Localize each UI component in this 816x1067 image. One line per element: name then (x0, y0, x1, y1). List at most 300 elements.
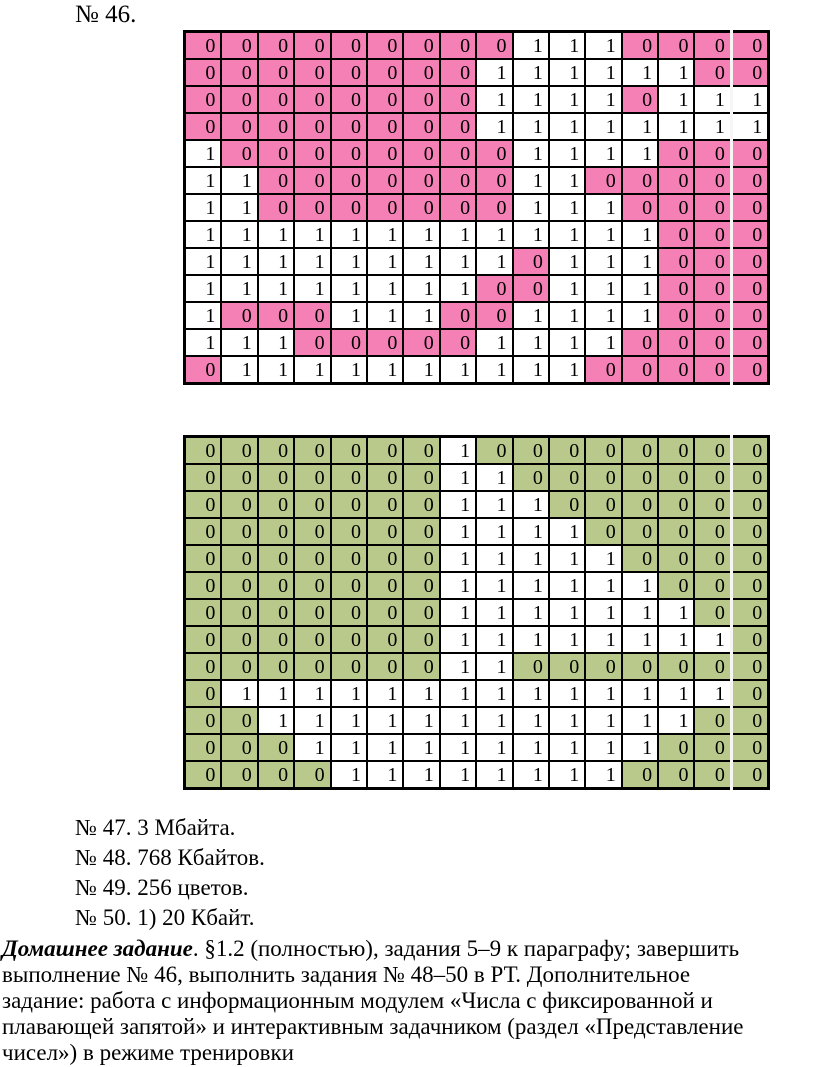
grid-cell-filled: 0 (367, 491, 403, 518)
grid-cell-white: 1 (367, 221, 403, 248)
grid-row (185, 86, 769, 113)
grid-cell-white: 1 (294, 248, 330, 275)
grid-cell-filled: 0 (440, 329, 476, 356)
grid-cell-white: 1 (549, 59, 585, 86)
grid-cell-filled: 0 (403, 59, 439, 86)
grid-cell-filled: 0 (331, 572, 367, 599)
grid-cell-white: 1 (221, 221, 257, 248)
grid-cell-filled: 0 (585, 437, 621, 465)
grid-cell-filled: 0 (622, 518, 658, 545)
grid-cell-white: 1 (513, 194, 549, 221)
grid-cell-white: 1 (403, 221, 439, 248)
grid-cell-white: 1 (549, 167, 585, 194)
grid-cell-white: 1 (440, 275, 476, 302)
grid-cell-white: 1 (549, 248, 585, 275)
grid-cell-white: 1 (331, 221, 367, 248)
grid-cell-filled: 0 (658, 464, 694, 491)
grid-cell-filled: 0 (694, 248, 731, 275)
grid-cell-filled: 0 (731, 437, 768, 465)
grid-cell-filled: 0 (403, 194, 439, 221)
grid-cell-filled: 0 (258, 761, 294, 789)
grid-cell-filled: 0 (694, 356, 731, 384)
grid-cell-white: 1 (440, 707, 476, 734)
grid-cell-white: 1 (403, 761, 439, 789)
grid-cell-white: 1 (513, 761, 549, 789)
grid-cell-filled: 0 (185, 356, 222, 384)
grid-cell-filled: 0 (731, 59, 768, 86)
grid-cell-filled: 0 (258, 572, 294, 599)
grid-cell-filled: 0 (258, 437, 294, 465)
grid-cell-white: 1 (185, 194, 222, 221)
grid-cell-filled: 0 (658, 248, 694, 275)
grid-cell-white: 1 (585, 626, 621, 653)
grid-cell-filled: 0 (440, 32, 476, 60)
grid-cell-white: 1 (221, 356, 257, 384)
grid-cell-filled: 0 (367, 140, 403, 167)
grid-cell-filled: 0 (294, 599, 330, 626)
grid-cell-white: 1 (622, 140, 658, 167)
grid-cell-filled: 0 (258, 167, 294, 194)
grid-cell-filled: 0 (294, 329, 330, 356)
grid-cell-white: 1 (585, 302, 621, 329)
grid-cell-white: 1 (367, 356, 403, 384)
grid-row (185, 518, 769, 545)
grid-cell-white: 1 (476, 329, 512, 356)
grid-cell-white: 1 (367, 761, 403, 789)
grid-cell-filled: 0 (221, 491, 257, 518)
grid-cell-white: 1 (440, 248, 476, 275)
grid-cell-white: 1 (185, 140, 222, 167)
grid-cell-white: 1 (331, 761, 367, 789)
grid-cell-filled: 0 (294, 491, 330, 518)
pixel-grid-pink (183, 30, 770, 385)
grid-cell-white: 1 (513, 545, 549, 572)
grid-row (185, 356, 769, 384)
grid-cell-filled: 0 (694, 221, 731, 248)
grid-cell-filled: 0 (331, 86, 367, 113)
grid-cell-white: 1 (185, 329, 222, 356)
answer-line-48: № 48. 768 Кбайтов. (75, 845, 265, 870)
grid-cell-filled: 0 (403, 140, 439, 167)
grid-cell-filled: 0 (294, 32, 330, 60)
grid-cell-white: 1 (694, 113, 731, 140)
grid-cell-filled: 0 (294, 113, 330, 140)
grid-cell-filled: 0 (331, 113, 367, 140)
grid-cell-filled: 0 (622, 491, 658, 518)
grid-cell-filled: 0 (294, 437, 330, 465)
grid-cell-white: 1 (367, 275, 403, 302)
grid-cell-filled: 0 (221, 518, 257, 545)
grid-cell-filled: 0 (658, 653, 694, 680)
grid-cell-white: 1 (585, 194, 621, 221)
grid-cell-white: 1 (185, 221, 222, 248)
grid-cell-filled: 0 (694, 329, 731, 356)
grid-cell-filled: 0 (221, 113, 257, 140)
grid-row (185, 59, 769, 86)
grid-cell-white: 1 (440, 437, 476, 465)
grid-cell-filled: 0 (476, 32, 512, 60)
grid-cell-white: 1 (221, 275, 257, 302)
grid-cell-filled: 0 (258, 518, 294, 545)
grid-cell-white: 1 (476, 707, 512, 734)
grid-cell-white: 1 (622, 302, 658, 329)
grid-cell-white: 1 (585, 113, 621, 140)
grid-cell-white: 1 (622, 707, 658, 734)
grid-cell-filled: 0 (258, 113, 294, 140)
grid-cell-white: 1 (331, 356, 367, 384)
page-title: № 46. (75, 1, 137, 28)
grid-cell-filled: 0 (403, 437, 439, 465)
grid-cell-white: 1 (476, 491, 512, 518)
grid-cell-filled: 0 (331, 518, 367, 545)
grid-cell-filled: 0 (731, 599, 768, 626)
grid-cell-filled: 0 (294, 626, 330, 653)
grid-row (185, 599, 769, 626)
grid-cell-filled: 0 (221, 734, 257, 761)
grid-cell-white: 1 (367, 248, 403, 275)
grid-cell-white: 1 (221, 680, 257, 707)
grid-cell-white: 1 (513, 572, 549, 599)
grid-cell-white: 1 (513, 302, 549, 329)
grid-cell-filled: 0 (258, 59, 294, 86)
grid-cell-filled: 0 (731, 626, 768, 653)
grid-cell-filled: 0 (731, 680, 768, 707)
grid-row (185, 113, 769, 140)
grid-row (185, 329, 769, 356)
grid-cell-filled: 0 (694, 32, 731, 60)
grid-cell-filled: 0 (440, 86, 476, 113)
grid-cell-filled: 0 (513, 437, 549, 465)
grid-cell-white: 1 (694, 680, 731, 707)
grid-cell-filled: 0 (694, 761, 731, 789)
grid-cell-filled: 0 (476, 302, 512, 329)
grid-cell-filled: 0 (731, 761, 768, 789)
answer-line-49: № 49. 256 цветов. (75, 875, 249, 900)
grid-cell-filled: 0 (294, 140, 330, 167)
grid-cell-filled: 0 (694, 194, 731, 221)
grid-cell-white: 1 (294, 707, 330, 734)
grid-cell-filled: 0 (731, 464, 768, 491)
grid-cell-filled: 0 (185, 113, 222, 140)
grid-cell-filled: 0 (694, 707, 731, 734)
grid-cell-filled: 0 (367, 599, 403, 626)
grid-cell-white: 1 (513, 329, 549, 356)
answers-block (75, 813, 265, 933)
grid-cell-white: 1 (476, 86, 512, 113)
grid-cell-filled: 0 (622, 545, 658, 572)
grid-cell-filled: 0 (694, 167, 731, 194)
grid-cell-filled: 0 (403, 167, 439, 194)
grid-cell-filled: 0 (258, 734, 294, 761)
grid-cell-white: 1 (658, 86, 694, 113)
grid-cell-filled: 0 (694, 518, 731, 545)
grid-cell-filled: 0 (622, 653, 658, 680)
grid-cell-white: 1 (476, 626, 512, 653)
grid-cell-white: 1 (585, 707, 621, 734)
grid-cell-filled: 0 (367, 167, 403, 194)
grid-cell-filled: 0 (221, 302, 257, 329)
grid-cell-filled: 0 (440, 113, 476, 140)
grid-cell-white: 1 (694, 626, 731, 653)
grid-cell-white: 1 (403, 707, 439, 734)
grid-cell-white: 1 (622, 680, 658, 707)
grid-cell-white: 1 (440, 464, 476, 491)
grid-cell-filled: 0 (185, 491, 222, 518)
grid-cell-filled: 0 (403, 86, 439, 113)
grid-row (185, 761, 769, 789)
grid-cell-filled: 0 (694, 491, 731, 518)
grid-row (185, 140, 769, 167)
grid-cell-filled: 0 (185, 653, 222, 680)
grid-cell-white: 1 (331, 248, 367, 275)
grid-cell-white: 1 (258, 329, 294, 356)
grid-cell-white: 1 (440, 221, 476, 248)
grid-row (185, 248, 769, 275)
grid-cell-filled: 0 (622, 329, 658, 356)
grid-cell-white: 1 (440, 356, 476, 384)
grid-cell-filled: 0 (258, 194, 294, 221)
homework-line-1-rest: . §1.2 (полностью), задания 5–9 к параграфу; завершить (192, 936, 740, 961)
grid-cell-filled: 0 (258, 545, 294, 572)
grid-row (185, 275, 769, 302)
grid-cell-filled: 0 (185, 599, 222, 626)
grid-cell-white: 1 (331, 680, 367, 707)
grid-cell-filled: 0 (403, 599, 439, 626)
grid-cell-filled: 0 (476, 194, 512, 221)
grid-cell-white: 1 (658, 599, 694, 626)
grid-cell-white: 1 (258, 356, 294, 384)
grid-cell-filled: 0 (403, 464, 439, 491)
grid-cell-filled: 0 (367, 437, 403, 465)
grid-cell-filled: 0 (658, 356, 694, 384)
grid-cell-white: 1 (403, 302, 439, 329)
grid-cell-filled: 0 (221, 599, 257, 626)
grid-cell-white: 1 (513, 707, 549, 734)
grid-cell-white: 1 (513, 221, 549, 248)
grid-cell-filled: 0 (731, 653, 768, 680)
grid-cell-filled: 0 (258, 302, 294, 329)
grid-cell-white: 1 (476, 653, 512, 680)
grid-cell-filled: 0 (694, 545, 731, 572)
grid-cell-filled: 0 (403, 653, 439, 680)
grid-cell-white: 1 (622, 221, 658, 248)
grid-cell-white: 1 (585, 545, 621, 572)
grid-cell-filled: 0 (367, 626, 403, 653)
grid-cell-white: 1 (403, 275, 439, 302)
grid-cell-filled: 0 (513, 653, 549, 680)
grid-cell-white: 1 (185, 167, 222, 194)
grid-cell-filled: 0 (367, 194, 403, 221)
grid-cell-filled: 0 (294, 59, 330, 86)
answer-line-47: № 47. 3 Мбайта. (75, 815, 236, 840)
grid-cell-white: 1 (585, 140, 621, 167)
grid-cell-white: 1 (513, 113, 549, 140)
grid-cell-filled: 0 (403, 113, 439, 140)
grid-cell-filled: 0 (622, 194, 658, 221)
grid-cell-filled: 0 (694, 59, 731, 86)
grid-cell-filled: 0 (585, 653, 621, 680)
grid-cell-filled: 0 (731, 221, 768, 248)
grid-cell-white: 1 (549, 572, 585, 599)
grid-cell-filled: 0 (367, 329, 403, 356)
grid-cell-filled: 0 (185, 572, 222, 599)
grid-cell-filled: 0 (585, 464, 621, 491)
grid-cell-filled: 0 (731, 329, 768, 356)
grid-cell-filled: 0 (367, 59, 403, 86)
grid-cell-filled: 0 (658, 302, 694, 329)
grid-cell-filled: 0 (658, 167, 694, 194)
grid-cell-filled: 0 (331, 626, 367, 653)
grid-cell-filled: 0 (731, 572, 768, 599)
grid-cell-white: 1 (622, 734, 658, 761)
grid-cell-filled: 0 (658, 761, 694, 789)
grid-cell-white: 1 (549, 761, 585, 789)
grid-cell-white: 1 (549, 194, 585, 221)
grid-cell-white: 1 (585, 86, 621, 113)
grid-cell-white: 1 (440, 545, 476, 572)
grid-cell-white: 1 (367, 680, 403, 707)
grid-cell-white: 1 (221, 167, 257, 194)
grid-cell-white: 1 (622, 572, 658, 599)
grid-cell-filled: 0 (440, 59, 476, 86)
grid-cell-white: 1 (585, 59, 621, 86)
grid-cell-white: 1 (367, 707, 403, 734)
grid-cell-white: 1 (622, 59, 658, 86)
grid-cell-filled: 0 (549, 437, 585, 465)
grid-cell-white: 1 (258, 248, 294, 275)
grid-cell-filled: 0 (221, 545, 257, 572)
grid-row (185, 572, 769, 599)
grid-cell-filled: 0 (549, 653, 585, 680)
grid-cell-filled: 0 (513, 248, 549, 275)
grid-cell-white: 1 (476, 734, 512, 761)
grid-cell-white: 1 (658, 680, 694, 707)
grid-cell-filled: 0 (622, 167, 658, 194)
grid-cell-filled: 0 (658, 32, 694, 60)
grid-cell-filled: 0 (185, 734, 222, 761)
grid-cell-filled: 0 (403, 518, 439, 545)
grid-cell-filled: 0 (731, 32, 768, 60)
grid-cell-white: 1 (294, 734, 330, 761)
grid-cell-filled: 0 (258, 32, 294, 60)
grid-cell-filled: 0 (403, 329, 439, 356)
grid-cell-filled: 0 (731, 248, 768, 275)
grid-cell-white: 1 (476, 572, 512, 599)
grid-cell-white: 1 (658, 707, 694, 734)
grid-cell-white: 1 (403, 248, 439, 275)
grid-cell-white: 1 (258, 680, 294, 707)
grid-cell-white: 1 (549, 221, 585, 248)
grid-cell-white: 1 (367, 734, 403, 761)
grid-row (185, 464, 769, 491)
grid-cell-filled: 0 (294, 653, 330, 680)
grid-cell-white: 1 (258, 707, 294, 734)
grid-cell-white: 1 (367, 302, 403, 329)
grid-cell-white: 1 (549, 113, 585, 140)
grid-cell-filled: 0 (694, 275, 731, 302)
grid-cell-filled: 0 (622, 356, 658, 384)
grid-cell-filled: 0 (221, 59, 257, 86)
grid-cell-filled: 0 (731, 302, 768, 329)
grid-cell-white: 1 (185, 302, 222, 329)
grid-cell-filled: 0 (622, 32, 658, 60)
grid-cell-filled: 0 (658, 491, 694, 518)
grid-cell-white: 1 (294, 275, 330, 302)
grid-cell-white: 1 (585, 599, 621, 626)
grid-cell-filled: 0 (185, 761, 222, 789)
grid-row (185, 545, 769, 572)
grid-cell-white: 1 (549, 302, 585, 329)
homework-line-2: выполнение № 46, выполнить задания № 48–50 в РТ. Дополнительное (2, 962, 691, 987)
grid-cell-filled: 0 (221, 32, 257, 60)
grid-cell-white: 1 (258, 275, 294, 302)
grid-cell-filled: 0 (294, 302, 330, 329)
grid-cell-filled: 0 (221, 437, 257, 465)
grid-cell-filled: 0 (476, 167, 512, 194)
grid-cell-filled: 0 (440, 302, 476, 329)
grid-cell-filled: 0 (694, 734, 731, 761)
grid-cell-filled: 0 (185, 626, 222, 653)
grid-row (185, 680, 769, 707)
grid-cell-white: 1 (658, 626, 694, 653)
grid-cell-filled: 0 (185, 32, 222, 60)
grid-cell-filled: 0 (331, 194, 367, 221)
grid-cell-filled: 0 (694, 572, 731, 599)
grid-cell-filled: 0 (221, 707, 257, 734)
grid-cell-white: 1 (476, 680, 512, 707)
grid-cell-filled: 0 (185, 680, 222, 707)
grid-row (185, 167, 769, 194)
grid-cell-white: 1 (622, 113, 658, 140)
grid-cell-white: 1 (622, 599, 658, 626)
grid-cell-white: 1 (476, 221, 512, 248)
grid-cell-white: 1 (440, 680, 476, 707)
grid-cell-filled: 0 (221, 653, 257, 680)
grid-cell-filled: 0 (731, 734, 768, 761)
grid-cell-white: 1 (476, 761, 512, 789)
grid-cell-filled: 0 (331, 437, 367, 465)
grid-cell-white: 1 (440, 626, 476, 653)
grid-cell-white: 1 (258, 221, 294, 248)
grid-cell-filled: 0 (367, 518, 403, 545)
homework-line-5: чисел») в режиме тренировки (2, 1040, 294, 1065)
grid-cell-filled: 0 (367, 113, 403, 140)
grid-cell-white: 1 (476, 356, 512, 384)
grid-cell-filled: 0 (622, 86, 658, 113)
grid-cell-white: 1 (185, 248, 222, 275)
grid-cell-filled: 0 (331, 167, 367, 194)
grid-cell-white: 1 (331, 275, 367, 302)
grid-cell-filled: 0 (294, 518, 330, 545)
grid-cell-white: 1 (513, 86, 549, 113)
grid-cell-filled: 0 (731, 167, 768, 194)
grid-cell-white: 1 (513, 518, 549, 545)
grid-cell-white: 1 (440, 518, 476, 545)
grid-cell-filled: 0 (221, 464, 257, 491)
grid-cell-white: 1 (513, 167, 549, 194)
grid-cell-white: 1 (513, 680, 549, 707)
grid-cell-white: 1 (331, 302, 367, 329)
grid-cell-white: 1 (513, 734, 549, 761)
homework-paragraph (2, 936, 814, 1066)
grid-cell-filled: 0 (694, 464, 731, 491)
grid-cell-white: 1 (185, 275, 222, 302)
grid-cell-filled: 0 (731, 491, 768, 518)
grid-cell-white: 1 (440, 599, 476, 626)
grid-cell-white: 1 (294, 221, 330, 248)
grid-row (185, 491, 769, 518)
grid-cell-white: 1 (549, 599, 585, 626)
